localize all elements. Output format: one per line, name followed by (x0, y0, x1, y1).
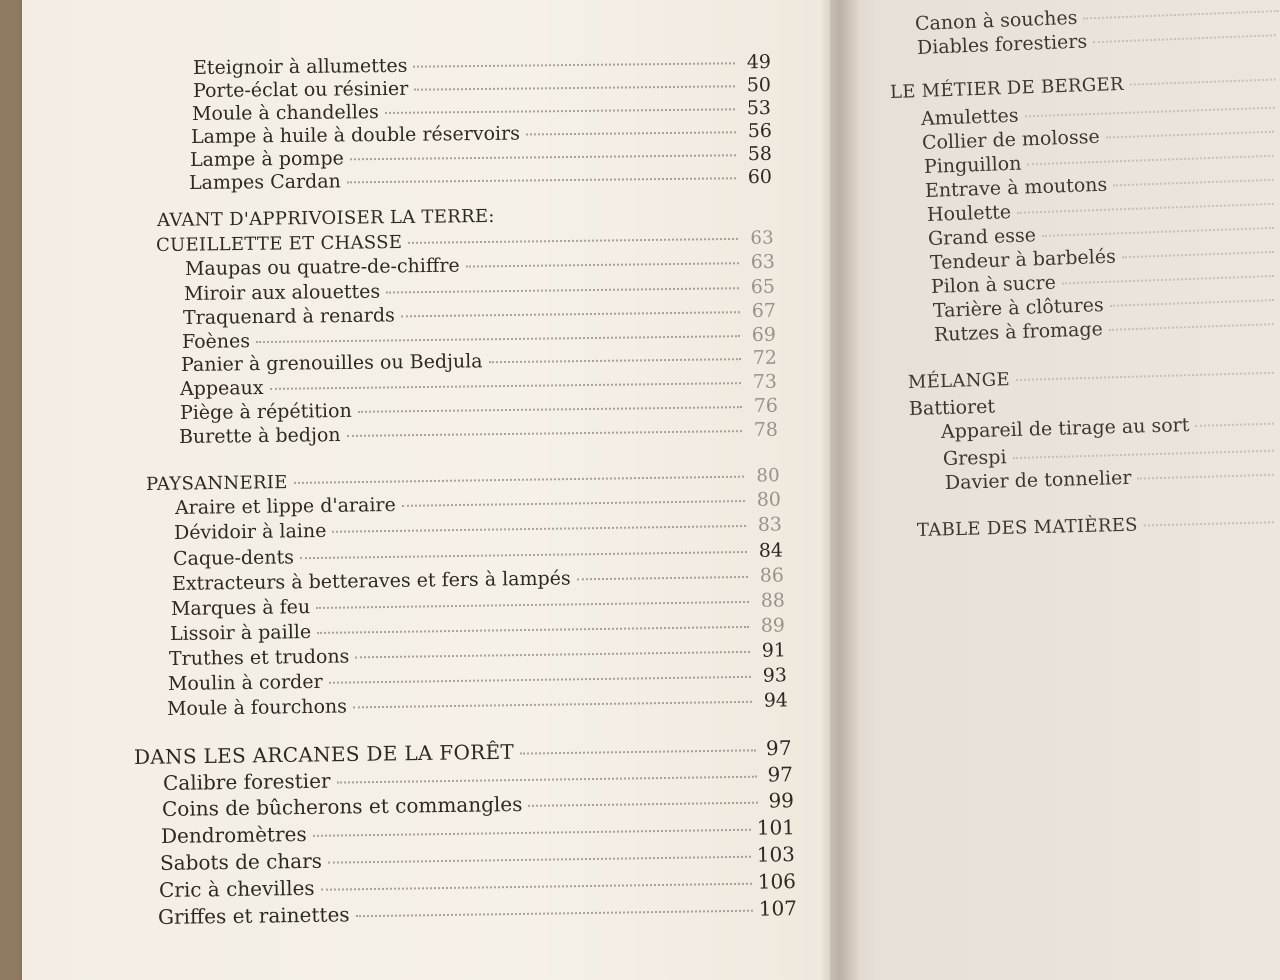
section-heading: LE MÉTIER DE BERGER (890, 68, 1280, 103)
toc-entry: Houlette (927, 192, 1280, 226)
toc-entry: Davier de tonnelier (945, 463, 1280, 494)
toc-entry: Lampes Cardan 60 (188, 165, 773, 194)
toc-entry: Entrave à moutons (925, 168, 1280, 202)
toc-entry: Traquenard à renards 67 (182, 299, 777, 329)
section-heading: TABLE DES MATIÈRES (917, 511, 1280, 541)
toc-entry: Grand esse (928, 216, 1280, 250)
toc-entry: Calibre forestier 97 (162, 762, 794, 795)
section-heading: MÉLANGE (908, 362, 1280, 393)
toc-entry: Eteignoir à allumettes 49 (192, 50, 772, 79)
toc-entry: Griffes et rainettes 107 (157, 896, 798, 929)
toc-entry: Moule à fourchons 94 (166, 689, 789, 720)
toc-entry: Moule à chandelles 53 (191, 96, 772, 125)
toc-entry: Pinguillon (924, 144, 1280, 178)
book-gutter (820, 0, 860, 980)
section-heading: CUEILLETTE ET CHASSE 63 (155, 227, 775, 256)
toc-entry: Coins de bûcherons et commangles 99 (161, 788, 795, 821)
toc-entry: Tarière à clôtures (933, 288, 1280, 322)
toc-entry: Araire et lippe d'araire 80 (174, 488, 782, 519)
section-heading: PAYSANNERIE 80 (145, 465, 781, 495)
toc-entry: Grespi (943, 439, 1280, 470)
toc-entry: Amulettes (921, 95, 1280, 130)
toc-entry: Appeaux 73 (179, 370, 778, 400)
toc-entry: Battioret (908, 395, 996, 420)
toc-entry: Pilon à sucre (931, 264, 1280, 298)
toc-entry: Rutzes à fromage (934, 312, 1280, 346)
toc-entry: Cric à chevilles 106 (158, 869, 797, 902)
toc-entry: Dévidoir à laine 83 (173, 513, 783, 544)
toc-entry: Burette à bedjon 78 (178, 418, 779, 448)
section-heading: DANS LES ARCANES DE LA FORÊT 97 (133, 735, 793, 769)
toc-entry: Foènes 69 (181, 323, 777, 353)
toc-entry: Extracteurs à betteraves et fers à lampés 86 (171, 564, 785, 595)
toc-entry: Porte-éclat ou résinier 50 (192, 73, 772, 102)
toc-entry: Appareil de tirage au sort (941, 412, 1280, 443)
toc-entry: Panier à grenouilles ou Bedjula 72 (180, 346, 778, 376)
toc-entry: Maupas ou quatre-de-chiffre 63 (184, 250, 776, 280)
toc-entry: Lampe à pompe 58 (189, 142, 773, 171)
toc-entry: Tendeur à barbelés (930, 240, 1280, 274)
toc-entry: Miroir aux alouettes 65 (183, 275, 776, 305)
toc-entry: Dendromètres 101 (160, 815, 796, 848)
toc-entry: Lampe à huile à double réservoirs 56 (190, 119, 773, 148)
toc-entry: Caque-dents 84 (172, 539, 784, 570)
toc-entry: Lissoir à paille 89 (169, 614, 786, 645)
section-heading: AVANT D'APPRIVOISER LA TERRE: (156, 205, 495, 231)
toc-entry: Truthes et trudons 91 (168, 639, 787, 670)
toc-entry: Piège à répétition 76 (179, 394, 779, 424)
toc-entry: Sabots de chars 103 (159, 842, 796, 875)
toc-entry: Diables forestiers (917, 23, 1280, 59)
toc-entry: Canon à souches (915, 0, 1280, 35)
toc-entry: Moulin à corder 93 (167, 664, 788, 695)
toc-entry: Marques à feu 88 (170, 589, 786, 620)
toc-entry: Collier de molosse (922, 120, 1280, 154)
